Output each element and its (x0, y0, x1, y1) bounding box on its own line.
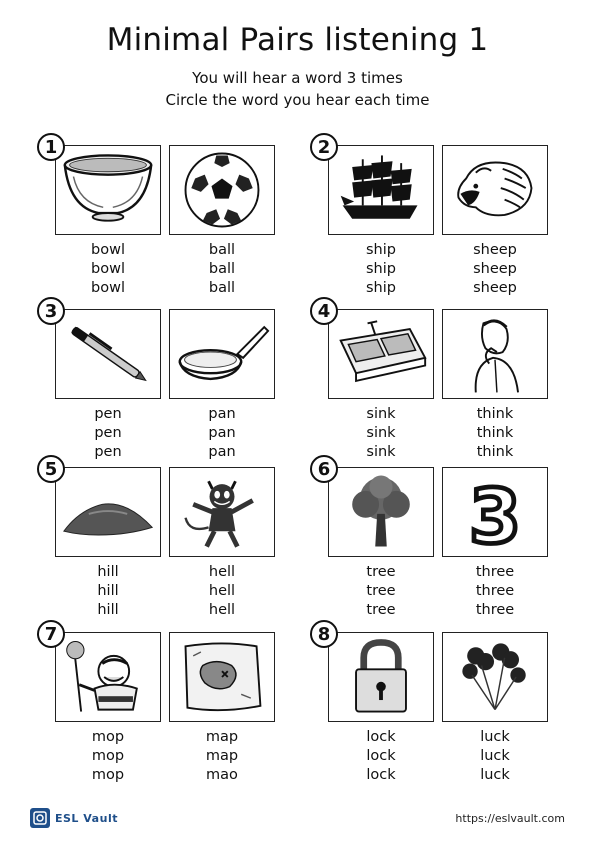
item-number: 4 (310, 297, 338, 325)
picture-right (169, 309, 275, 399)
word-option[interactable]: tree (366, 564, 396, 580)
word-column-right (169, 728, 275, 785)
word-column-left (55, 728, 161, 785)
item-number: 1 (37, 133, 65, 161)
picture-left (55, 467, 161, 557)
brand-logo[interactable] (30, 808, 118, 828)
word-column-left (328, 728, 434, 785)
word-option[interactable]: mop (91, 767, 125, 783)
word-option[interactable]: sheep (473, 261, 517, 277)
word-column-left (328, 241, 434, 298)
exercise-item-5 (44, 458, 295, 647)
picture-right (442, 632, 548, 722)
bowl-icon (60, 149, 156, 231)
word-column-right (169, 405, 275, 462)
word-column-right (169, 241, 275, 298)
sink-icon (333, 313, 429, 395)
word-option[interactable]: three (475, 564, 515, 580)
item-number: 3 (37, 297, 65, 325)
word-option[interactable]: ball (208, 242, 236, 258)
word-option[interactable]: hill (97, 602, 119, 618)
word-option[interactable]: pen (94, 406, 122, 422)
devil-icon (174, 471, 270, 553)
word-column-left (55, 405, 161, 462)
svg-text:3: 3 (468, 473, 522, 553)
word-option[interactable]: ball (208, 261, 236, 277)
word-option[interactable]: map (205, 748, 239, 764)
word-option[interactable]: hill (97, 583, 119, 599)
word-option[interactable]: tree (366, 583, 396, 599)
brand-name: ESL Vault (55, 811, 118, 825)
instruction-line-1: You will hear a word 3 times (192, 69, 403, 87)
website-link[interactable]: https://eslvault.com (455, 812, 565, 825)
mop-character-icon (60, 636, 156, 718)
ship-icon (333, 149, 429, 231)
word-option[interactable]: sink (366, 406, 396, 422)
thinking-man-icon (447, 313, 543, 395)
hill-icon (60, 471, 156, 553)
pen-icon (60, 313, 156, 395)
word-option[interactable]: hill (97, 564, 119, 580)
exercise-item-6 (317, 458, 568, 647)
picture-right (442, 309, 548, 399)
word-option[interactable]: sink (366, 444, 396, 460)
word-option[interactable]: sink (366, 425, 396, 441)
picture-left (55, 309, 161, 399)
exercise-item-8 (317, 623, 568, 812)
word-column-left (55, 563, 161, 620)
exercise-item-2 (317, 136, 568, 325)
word-option[interactable]: luck (480, 729, 510, 745)
picture-right (169, 145, 275, 235)
word-option[interactable]: sheep (473, 280, 517, 296)
word-option[interactable]: mop (91, 748, 125, 764)
item-number: 8 (310, 620, 338, 648)
word-column-right (442, 563, 548, 620)
item-number: 5 (37, 455, 65, 483)
exercise-item-7 (44, 623, 295, 812)
exercise-item-3 (44, 300, 295, 489)
exercise-item-1 (44, 136, 295, 325)
word-option[interactable]: pen (94, 425, 122, 441)
word-option[interactable]: luck (480, 767, 510, 783)
word-option[interactable]: bowl (91, 242, 125, 258)
word-option[interactable]: three (475, 583, 515, 599)
word-column-left (55, 241, 161, 298)
item-number: 6 (310, 455, 338, 483)
word-option[interactable]: pan (208, 425, 236, 441)
padlock-icon (333, 636, 429, 718)
word-option[interactable]: bowl (91, 280, 125, 296)
word-column-right (169, 563, 275, 620)
word-column-right (442, 405, 548, 462)
word-option[interactable]: ball (208, 280, 236, 296)
exercise-item-4 (317, 300, 568, 489)
word-option[interactable]: hell (208, 583, 236, 599)
word-column-left (328, 405, 434, 462)
picture-left (55, 145, 161, 235)
word-option[interactable]: lock (366, 748, 396, 764)
word-option[interactable]: tree (366, 602, 396, 618)
clover-icon (447, 636, 543, 718)
word-option[interactable]: pan (208, 406, 236, 422)
word-option[interactable]: three (475, 602, 515, 618)
picture-right (169, 467, 275, 557)
word-option[interactable]: think (476, 425, 514, 441)
number-three-icon (447, 471, 543, 553)
picture-left (328, 467, 434, 557)
sheep-icon (447, 149, 543, 231)
word-option[interactable]: mao (206, 767, 238, 783)
word-option[interactable]: luck (480, 748, 510, 764)
pan-icon (174, 313, 270, 395)
word-option[interactable]: hell (208, 602, 236, 618)
word-option[interactable]: pen (94, 444, 122, 460)
word-column-right (442, 241, 548, 298)
picture-left (328, 632, 434, 722)
word-option[interactable]: think (476, 406, 514, 422)
word-option[interactable]: bowl (91, 261, 125, 277)
tree-icon (333, 471, 429, 553)
word-option[interactable]: lock (366, 729, 396, 745)
word-option[interactable]: mop (91, 729, 125, 745)
word-option[interactable]: pan (208, 444, 236, 460)
picture-left (55, 632, 161, 722)
picture-left (328, 145, 434, 235)
instruction-line-2: Circle the word you hear each time (165, 91, 430, 109)
picture-right (442, 145, 548, 235)
item-number: 2 (310, 133, 338, 161)
word-option[interactable]: ship (366, 242, 396, 258)
word-option[interactable]: hell (208, 564, 236, 580)
word-option[interactable]: think (476, 444, 514, 460)
soccer-ball-icon (174, 149, 270, 231)
word-option[interactable]: ship (366, 261, 396, 277)
picture-right (169, 632, 275, 722)
word-option[interactable]: ship (366, 280, 396, 296)
vault-icon (30, 808, 50, 828)
word-option[interactable]: map (205, 729, 239, 745)
word-column-right (442, 728, 548, 785)
picture-right (442, 467, 548, 557)
word-option[interactable]: sheep (473, 242, 517, 258)
picture-left (328, 309, 434, 399)
word-option[interactable]: lock (366, 767, 396, 783)
item-number: 7 (37, 620, 65, 648)
word-column-left (328, 563, 434, 620)
page-title: Minimal Pairs listening 1 (106, 22, 489, 58)
treasure-map-icon (174, 636, 270, 718)
